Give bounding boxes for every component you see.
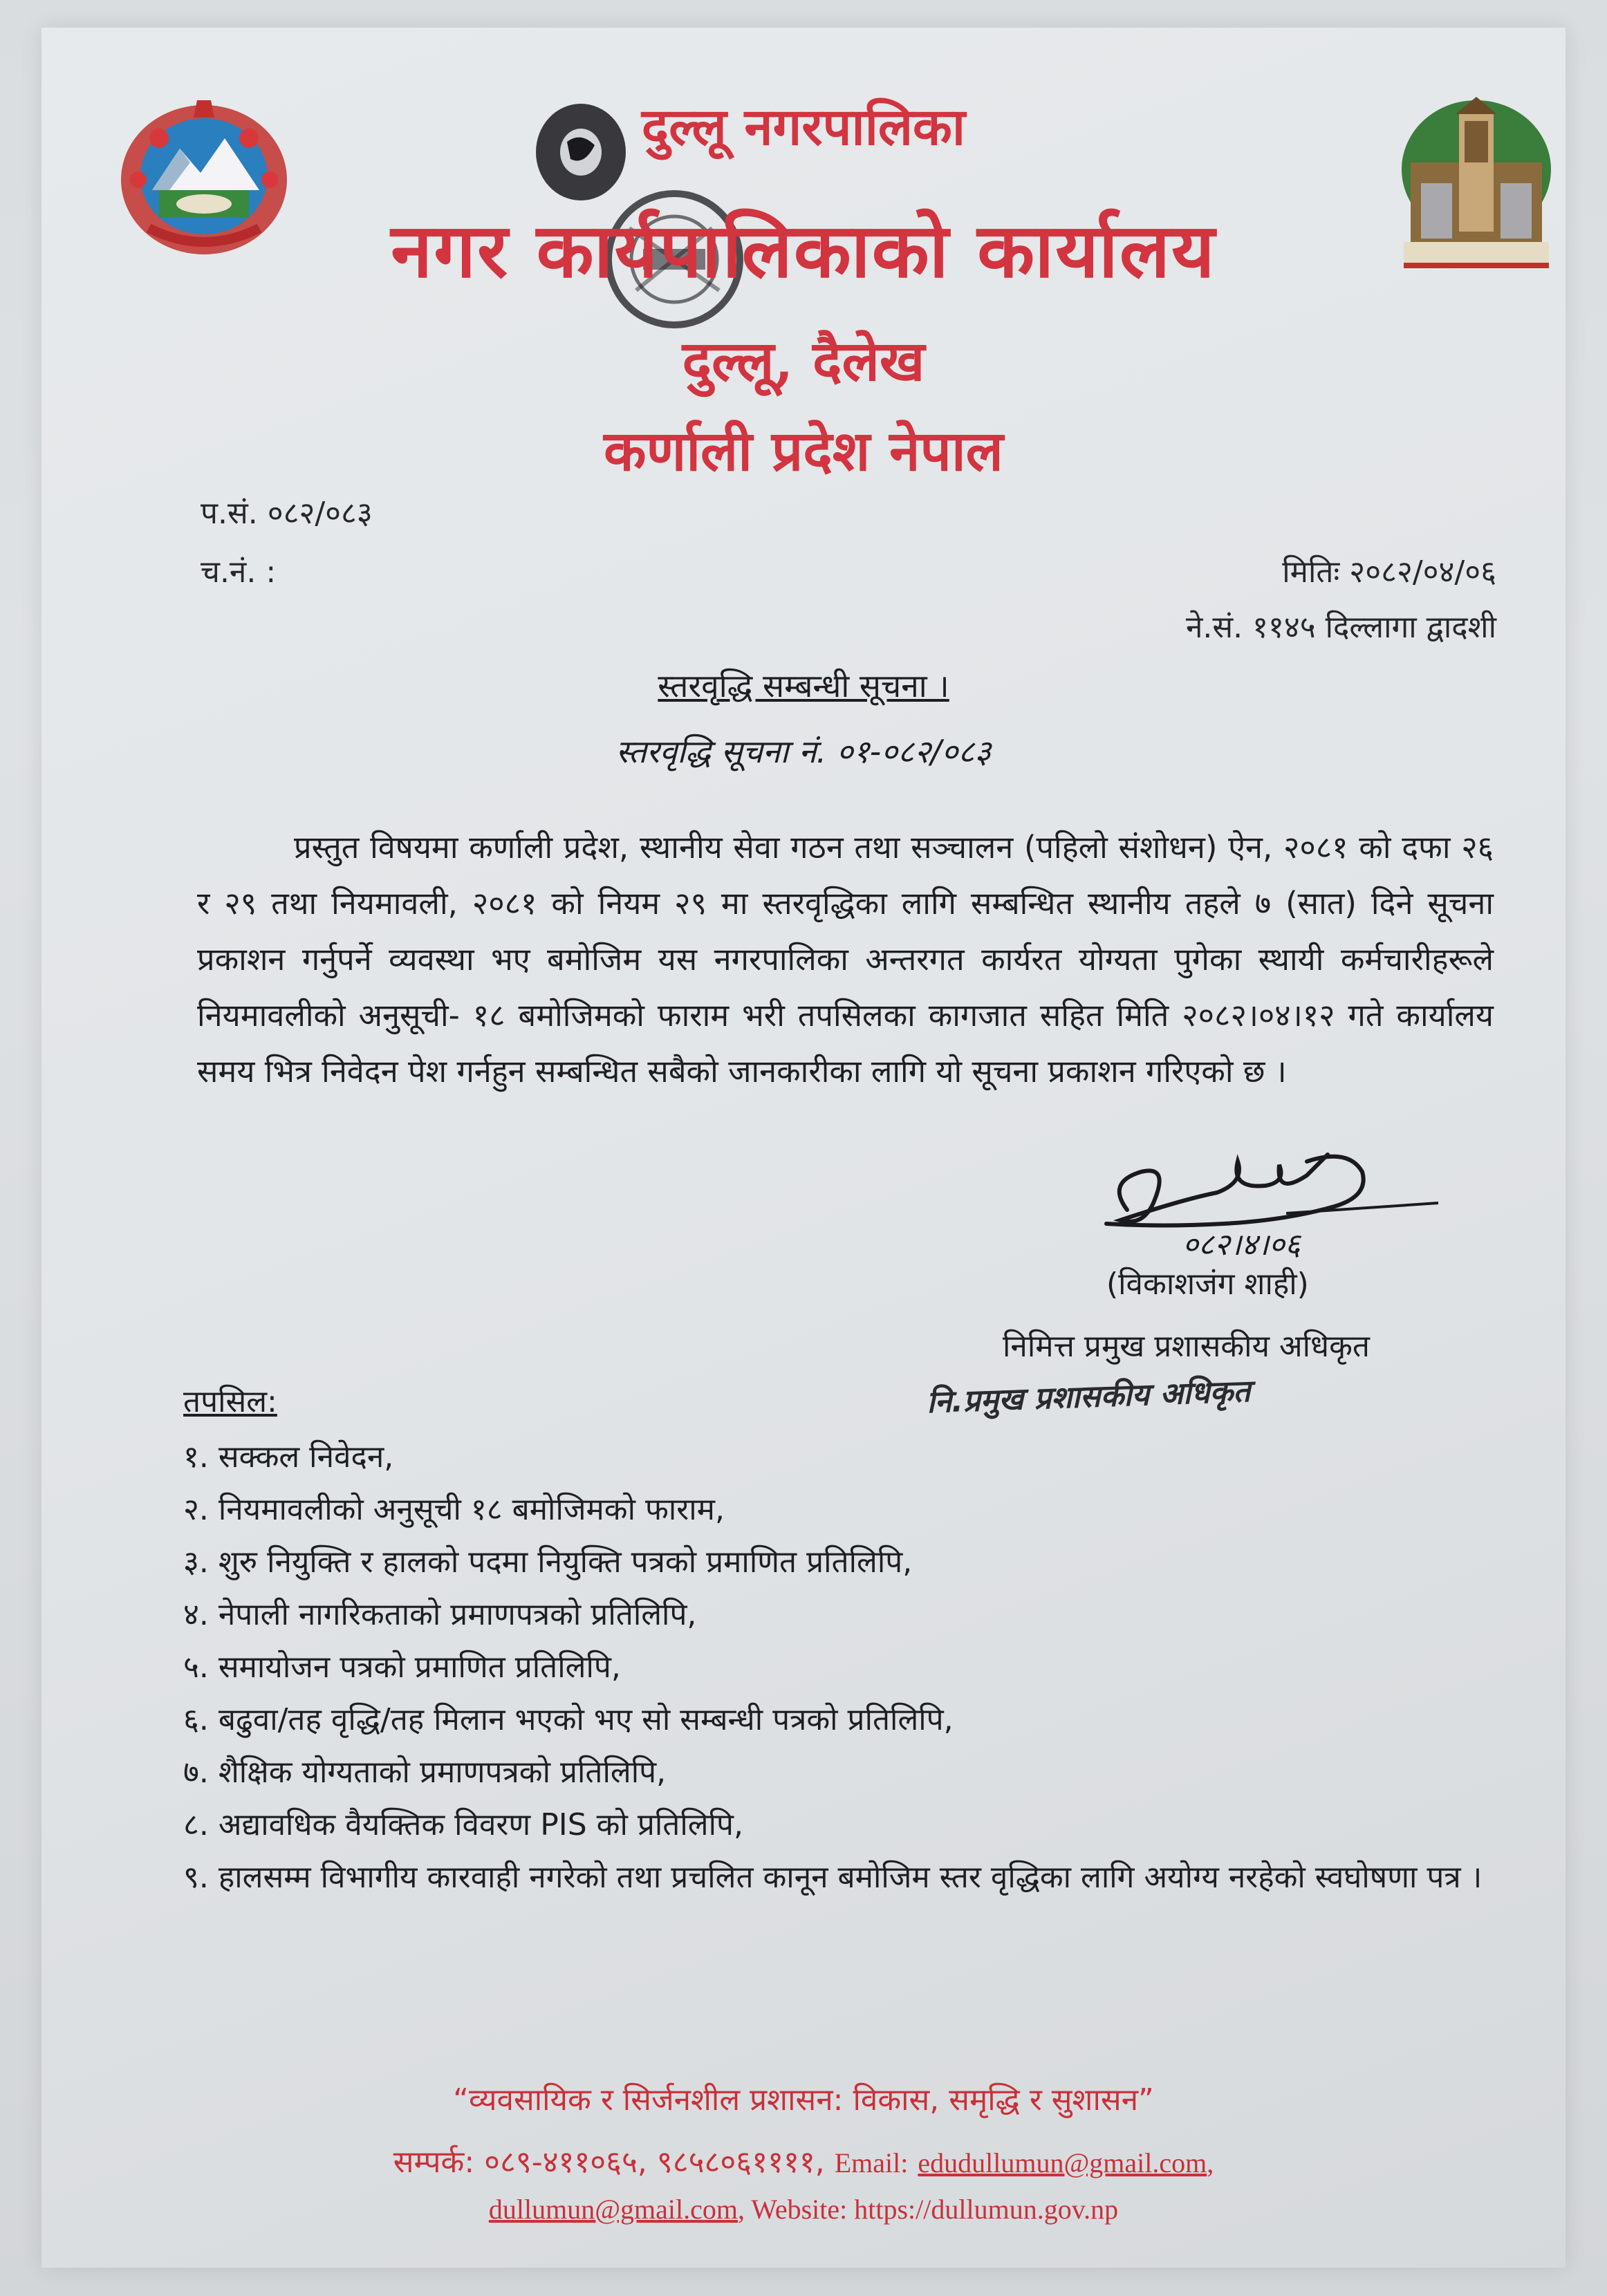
handwritten-signature (1079, 1134, 1438, 1265)
notice-subject: स्तरवृद्धि सम्बन्धी सूचना । (658, 667, 949, 704)
list-item: ४. नेपाली नागरिकताको प्रमाणपत्रको प्रतिलिपि, (183, 1597, 697, 1632)
list-item: ७. शैक्षिक योग्यताको प्रमाणपत्रको प्रतिलिपि, (183, 1755, 667, 1790)
signatory-stamp: नि.प्रमुख प्रशासकीय अधिकृत (926, 1373, 1252, 1421)
footer-web: dullumun@gmail.com, Website: https://dullumun.gov.np (488, 2194, 1119, 2225)
tapasil-title: तपसिल: (183, 1384, 277, 1419)
list-item: २. नियमावलीको अनुसूची १८ बमोजिमको फाराम, (183, 1492, 725, 1527)
tapasil-list (183, 1431, 1511, 1904)
email-label: Email: (834, 2147, 909, 2178)
signatory-title: निमित्त प्रमुख प्रशासकीय अधिकृत (1003, 1329, 1370, 1364)
contact-label: सम्पर्क: (393, 2145, 475, 2180)
website-label: Website: (751, 2194, 848, 2225)
signature-date: ०८२।४।०६ (1182, 1227, 1301, 1262)
contact-phones: ०८९-४११०६५, ९८५८०६११११, (484, 2145, 825, 2180)
fiscal-year: प.सं. ०८२/०८३ (201, 496, 373, 531)
notice-date: मितिः २०८२/०४/०६ (1282, 554, 1496, 590)
list-item: १. सक्कल निवेदन, (183, 1439, 394, 1475)
signatory-name: (विकाशजंग शाही) (1106, 1267, 1309, 1302)
office-name: नगर कार्यपालिकाको कार्यालय (391, 207, 1216, 295)
municipality-name: दुल्लू नगरपालिका (641, 97, 966, 157)
list-item: ८. अद्यावधिक वैयक्तिक विवरण PIS को प्रतिलिपि, (183, 1807, 743, 1842)
list-item: ६. बढुवा/तह वृद्धि/तह मिलान भएको भए सो सम्बन्धी पत्रको प्रतिलिपि, (183, 1702, 954, 1737)
dispatch-number: च.नं. : (201, 554, 277, 590)
notice-number: स्तरवृद्धि सूचना नं. ०१-०८२/०८३ (615, 733, 992, 770)
footer-contact: सम्पर्क: ०८९-४११०६५, ९८५८०६११११, Email: edudullumun@gmail.com, (393, 2145, 1214, 2180)
email-link-primary[interactable]: edudullumun@gmail.com (918, 2147, 1207, 2178)
list-item: ३. शुरु नियुक्ति र हालको पदमा नियुक्ति पत्रको प्रमाणित प्रतिलिपि, (183, 1544, 913, 1580)
notice-page (41, 28, 1566, 2268)
notice-body: प्रस्तुत विषयमा कर्णाली प्रदेश, स्थानीय सेवा गठन तथा सञ्चालन (पहिलो संशोधन) ऐन, २०८१ को दफा २६ र २९ तथा नियमावली, २०८१ को नियम २९ मा स्तरवृद्धिका लागि सम्बन्धित स्थानीय तहले ७ (सात) दिने सूचना प्रकाशन गर्नुपर्ने व्यवस्था भए बमोजिम यस नगरपालिका अन्तरगत कार्यरत योग्यता पुगेका स्थायी कर्मचारीहरूले नियमावलीको अनुसूची- १८ बमोजिमको फाराम भरी तपसिलका कागजात सहित मिति २०८२।०४।१२ गते कार्यालय समय भित्र निवेदन पेश गर्नहुन सम्बन्धित सबैको जानकारीका लागि यो सूचना प्रकाशन गरिएको छ । (197, 829, 1494, 1090)
list-item: ५. समायोजन पत्रको प्रमाणित प्रतिलिपि, (183, 1650, 621, 1685)
province-name: कर्णाली प्रदेश नेपाल (604, 418, 1003, 483)
office-location: दुल्लू, दैलेख (682, 328, 925, 393)
nepal-sambat-date: ने.सं. ११४५ दिल्लागा द्वादशी (1186, 610, 1496, 645)
website-link[interactable]: https://dullumun.gov.np (854, 2194, 1119, 2225)
footer-motto: “व्यवसायिक र सिर्जनशील प्रशासन: विकास, समृद्धि र सुशासन” (453, 2082, 1154, 2118)
email-link-secondary[interactable]: dullumun@gmail.com (488, 2194, 738, 2225)
list-item: ९. हालसम्म विभागीय कारवाही नगरेको तथा प्रचलित कानून बमोजिम स्तर वृद्धिका लागि अयोग्य नरहेको स्वघोषणा पत्र । (183, 1860, 1483, 1895)
